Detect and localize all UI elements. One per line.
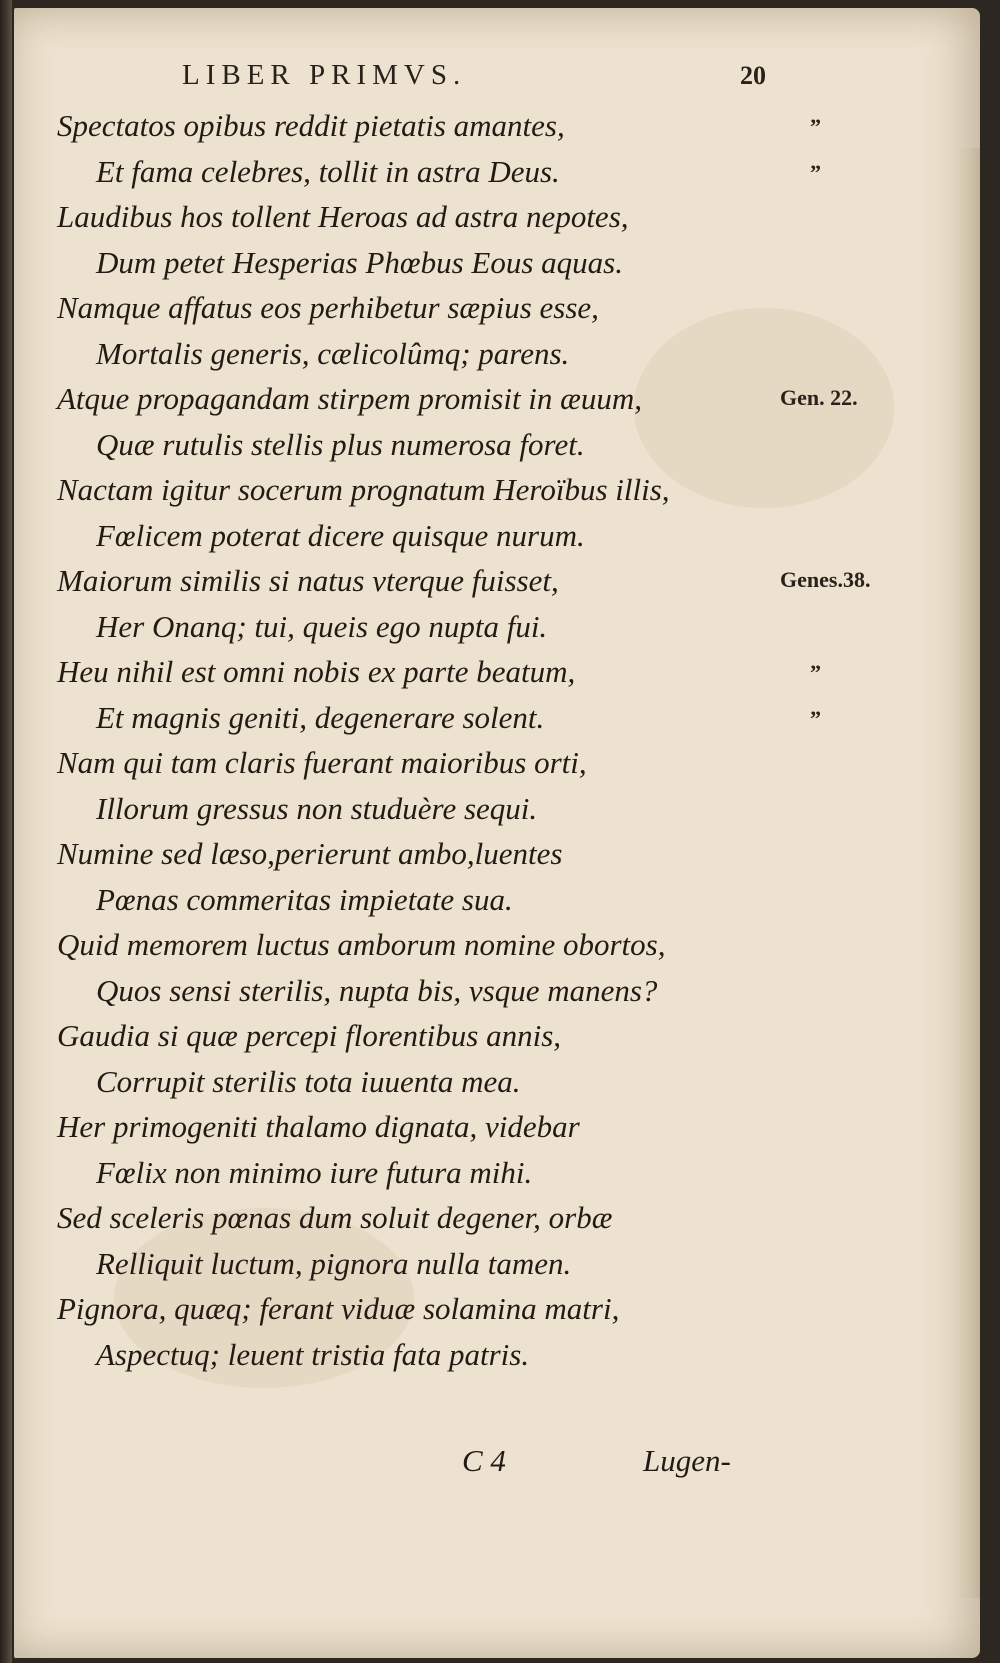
verse-line (0, 1337, 1000, 1383)
verse-text (0, 108, 1000, 1382)
verse-line-text: Namque affatus eos perhibetur sæpius esse, (57, 290, 599, 325)
page-footer (0, 1443, 1000, 1483)
verse-line (0, 836, 1000, 882)
verse-line (0, 927, 1000, 973)
verse-line (0, 472, 1000, 518)
verse-line-text: Her Onanq; tui, queis ego nupta fui. (96, 608, 548, 644)
verse-line (0, 1200, 1000, 1246)
marginal-quote-mark: ” (810, 159, 821, 185)
verse-line (0, 427, 1000, 473)
page-header (0, 55, 1000, 95)
page-number: 20 (740, 61, 766, 90)
verse-line-text: Numine sed læso,perierunt ambo,luentes (57, 836, 563, 871)
verse-line (0, 154, 1000, 200)
verse-line-text: Fœlix non minimo iure futura mihi. (96, 1154, 533, 1190)
verse-line-text: Illorum gressus non studuère sequi. (96, 790, 538, 826)
verse-line (0, 745, 1000, 791)
verse-line-text: Sed sceleris pœnas dum soluit degener, orbæ (57, 1200, 613, 1235)
verse-line-text: Relliquit luctum, pignora nulla tamen. (96, 1245, 572, 1281)
verse-line (0, 563, 1000, 609)
verse-line (0, 199, 1000, 245)
verse-line-text: Mortalis generis, cælicolûmq; parens. (96, 335, 570, 371)
verse-line-text: Aspectuq; leuent tristia fata patris. (96, 1336, 530, 1372)
verse-line (0, 1018, 1000, 1064)
verse-line-text: Et fama celebres, tollit in astra Deus. (96, 153, 560, 189)
verse-line (0, 882, 1000, 928)
verse-line (0, 1155, 1000, 1201)
verse-line-text: Pignora, quæq; ferant viduæ solamina matri, (57, 1291, 620, 1326)
verse-line-text: Quos sensi sterilis, nupta bis, vsque manens? (96, 972, 658, 1008)
marginal-quote-mark: ” (810, 660, 821, 685)
verse-line (0, 1064, 1000, 1110)
signature-mark: C 4 (462, 1443, 506, 1478)
verse-line-text: Nam qui tam claris fuerant maioribus orti, (57, 745, 587, 780)
verse-line (0, 1109, 1000, 1155)
verse-line-text: Maiorum similis si natus vterque fuisset, (57, 563, 559, 598)
verse-line (0, 518, 1000, 564)
verse-line (0, 245, 1000, 291)
verse-line-text: Nactam igitur socerum prognatum Heroïbus illis, (57, 472, 670, 507)
verse-line (0, 1246, 1000, 1292)
verse-line-text: Her primogeniti thalamo dignata, videbar (57, 1109, 580, 1144)
marginal-reference: Gen. 22. (780, 385, 858, 410)
verse-line (0, 1291, 1000, 1337)
verse-line-text: Heu nihil est omni nobis ex parte beatum, (57, 654, 576, 689)
verse-line-text: Fœlicem poterat dicere quisque nurum. (96, 517, 585, 553)
marginal-quote-mark: ” (810, 705, 821, 731)
verse-line (0, 973, 1000, 1019)
verse-line (0, 108, 1000, 154)
verse-line (0, 791, 1000, 837)
verse-line (0, 654, 1000, 700)
verse-line-text: Pœnas commeritas impietate sua. (96, 881, 513, 917)
verse-line-text: Gaudia si quæ percepi florentibus annis, (57, 1018, 562, 1053)
catchword: Lugen- (643, 1443, 731, 1478)
verse-line-text: Dum petet Hesperias Phœbus Eous aquas. (96, 244, 623, 280)
verse-line-text: Corrupit sterilis tota iuuenta mea. (96, 1063, 521, 1099)
verse-line (0, 290, 1000, 336)
verse-line-text: Spectatos opibus reddit pietatis amantes, (57, 108, 565, 143)
verse-line-text: Atque propagandam stirpem promisit in æuum, (57, 381, 642, 416)
running-title: LIBER PRIMVS. (182, 59, 467, 91)
verse-line-text: Laudibus hos tollent Heroas ad astra nepotes, (57, 199, 629, 234)
verse-line (0, 700, 1000, 746)
verse-line-text: Quid memorem luctus amborum nomine obortos, (57, 927, 666, 962)
verse-line (0, 381, 1000, 427)
verse-line-text: Et magnis geniti, degenerare solent. (96, 699, 545, 735)
marginal-quote-mark: ” (810, 114, 821, 139)
verse-line (0, 336, 1000, 382)
verse-line (0, 609, 1000, 655)
verse-line-text: Quæ rutulis stellis plus numerosa foret. (96, 426, 585, 462)
marginal-reference: Genes.38. (780, 567, 871, 592)
